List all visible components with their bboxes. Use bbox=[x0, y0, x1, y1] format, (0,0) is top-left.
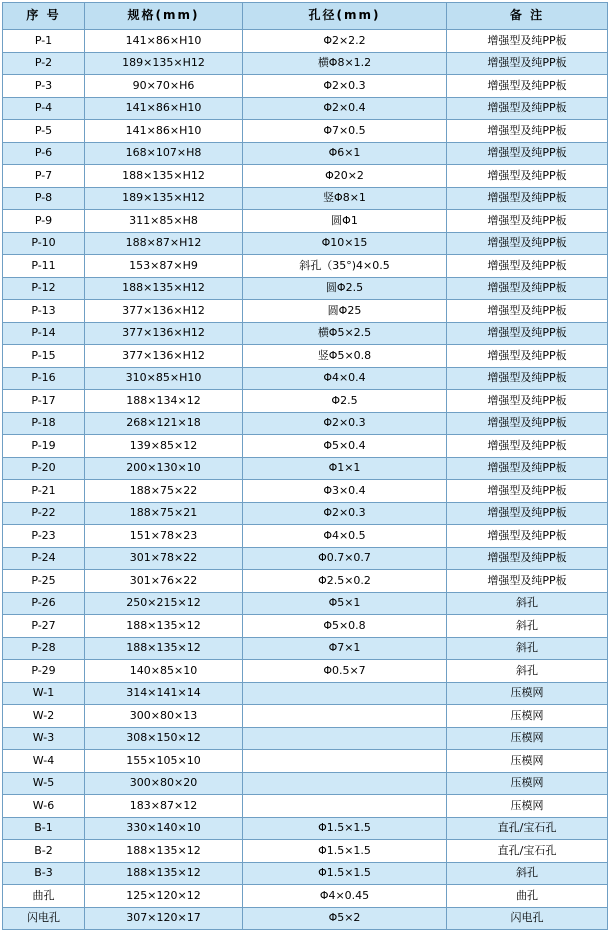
table-body bbox=[3, 30, 608, 930]
column-header-remarks: 备 注 bbox=[447, 3, 608, 30]
table-row bbox=[3, 795, 608, 818]
cell-spec: 141×86×H10 bbox=[85, 97, 243, 120]
cell-spec: 183×87×12 bbox=[85, 795, 243, 818]
cell-hole-diameter: Φ0.7×0.7 bbox=[243, 547, 447, 570]
cell-spec: 188×134×12 bbox=[85, 390, 243, 413]
cell-spec: 188×135×H12 bbox=[85, 277, 243, 300]
cell-index: P-12 bbox=[3, 277, 85, 300]
cell-remarks: 增强型及纯PP板 bbox=[447, 210, 608, 233]
cell-index: P-8 bbox=[3, 187, 85, 210]
cell-spec: 153×87×H9 bbox=[85, 255, 243, 278]
cell-remarks: 增强型及纯PP板 bbox=[447, 435, 608, 458]
cell-index: W-4 bbox=[3, 750, 85, 773]
cell-remarks: 增强型及纯PP板 bbox=[447, 570, 608, 593]
cell-remarks: 斜孔 bbox=[447, 592, 608, 615]
cell-spec: 188×135×12 bbox=[85, 862, 243, 885]
cell-remarks: 增强型及纯PP板 bbox=[447, 480, 608, 503]
cell-remarks: 增强型及纯PP板 bbox=[447, 412, 608, 435]
cell-hole-diameter bbox=[243, 705, 447, 728]
cell-index: 闪电孔 bbox=[3, 907, 85, 930]
cell-index: P-29 bbox=[3, 660, 85, 683]
cell-remarks: 直孔/宝石孔 bbox=[447, 817, 608, 840]
cell-remarks: 斜孔 bbox=[447, 615, 608, 638]
cell-index: P-9 bbox=[3, 210, 85, 233]
cell-index: P-4 bbox=[3, 97, 85, 120]
table-row bbox=[3, 210, 608, 233]
table-row bbox=[3, 727, 608, 750]
cell-remarks: 压模网 bbox=[447, 795, 608, 818]
table-row bbox=[3, 547, 608, 570]
cell-spec: 250×215×12 bbox=[85, 592, 243, 615]
column-header-index: 序 号 bbox=[3, 3, 85, 30]
cell-spec: 151×78×23 bbox=[85, 525, 243, 548]
table-row bbox=[3, 255, 608, 278]
cell-hole-diameter: 斜孔（35°)4×0.5 bbox=[243, 255, 447, 278]
cell-remarks: 增强型及纯PP板 bbox=[447, 75, 608, 98]
cell-spec: 300×80×13 bbox=[85, 705, 243, 728]
cell-index: P-28 bbox=[3, 637, 85, 660]
cell-remarks: 增强型及纯PP板 bbox=[447, 232, 608, 255]
cell-hole-diameter: Φ5×2 bbox=[243, 907, 447, 930]
cell-spec: 200×130×10 bbox=[85, 457, 243, 480]
cell-spec: 301×76×22 bbox=[85, 570, 243, 593]
cell-remarks: 压模网 bbox=[447, 772, 608, 795]
cell-remarks: 增强型及纯PP板 bbox=[447, 120, 608, 143]
cell-hole-diameter: Φ5×0.4 bbox=[243, 435, 447, 458]
cell-index: W-3 bbox=[3, 727, 85, 750]
cell-spec: 189×135×H12 bbox=[85, 187, 243, 210]
cell-spec: 140×85×10 bbox=[85, 660, 243, 683]
table-row bbox=[3, 75, 608, 98]
table-row bbox=[3, 817, 608, 840]
cell-index: B-2 bbox=[3, 840, 85, 863]
cell-hole-diameter: Φ2×0.3 bbox=[243, 502, 447, 525]
table-row bbox=[3, 390, 608, 413]
cell-hole-diameter: 横Φ5×2.5 bbox=[243, 322, 447, 345]
cell-index: P-27 bbox=[3, 615, 85, 638]
cell-hole-diameter: 横Φ8×1.2 bbox=[243, 52, 447, 75]
cell-remarks: 增强型及纯PP板 bbox=[447, 547, 608, 570]
cell-hole-diameter: Φ1×1 bbox=[243, 457, 447, 480]
cell-index: P-21 bbox=[3, 480, 85, 503]
cell-index: P-2 bbox=[3, 52, 85, 75]
cell-hole-diameter: 竖Φ5×0.8 bbox=[243, 345, 447, 368]
table-row bbox=[3, 277, 608, 300]
cell-hole-diameter: Φ1.5×1.5 bbox=[243, 817, 447, 840]
cell-hole-diameter: 圆Φ25 bbox=[243, 300, 447, 323]
table-row bbox=[3, 885, 608, 908]
cell-remarks: 增强型及纯PP板 bbox=[447, 390, 608, 413]
cell-spec: 377×136×H12 bbox=[85, 345, 243, 368]
cell-index: P-15 bbox=[3, 345, 85, 368]
cell-spec: 268×121×18 bbox=[85, 412, 243, 435]
cell-index: W-2 bbox=[3, 705, 85, 728]
cell-hole-diameter: 圆Φ1 bbox=[243, 210, 447, 233]
cell-spec: 308×150×12 bbox=[85, 727, 243, 750]
cell-hole-diameter: Φ5×1 bbox=[243, 592, 447, 615]
cell-remarks: 增强型及纯PP板 bbox=[447, 97, 608, 120]
cell-spec: 155×105×10 bbox=[85, 750, 243, 773]
cell-spec: 90×70×H6 bbox=[85, 75, 243, 98]
cell-hole-diameter: Φ2×0.4 bbox=[243, 97, 447, 120]
cell-index: P-3 bbox=[3, 75, 85, 98]
cell-index: P-18 bbox=[3, 412, 85, 435]
cell-index: P-6 bbox=[3, 142, 85, 165]
table-row bbox=[3, 660, 608, 683]
cell-index: P-26 bbox=[3, 592, 85, 615]
cell-hole-diameter: Φ3×0.4 bbox=[243, 480, 447, 503]
cell-hole-diameter: Φ1.5×1.5 bbox=[243, 840, 447, 863]
cell-hole-diameter bbox=[243, 795, 447, 818]
cell-index: P-22 bbox=[3, 502, 85, 525]
column-header-hole-diameter: 孔径(mm) bbox=[243, 3, 447, 30]
cell-index: P-24 bbox=[3, 547, 85, 570]
cell-remarks: 增强型及纯PP板 bbox=[447, 525, 608, 548]
cell-index: P-13 bbox=[3, 300, 85, 323]
cell-spec: 188×87×H12 bbox=[85, 232, 243, 255]
cell-remarks: 增强型及纯PP板 bbox=[447, 322, 608, 345]
cell-spec: 188×135×12 bbox=[85, 637, 243, 660]
cell-index: P-23 bbox=[3, 525, 85, 548]
cell-remarks: 增强型及纯PP板 bbox=[447, 367, 608, 390]
table-row bbox=[3, 232, 608, 255]
cell-spec: 307×120×17 bbox=[85, 907, 243, 930]
cell-remarks: 增强型及纯PP板 bbox=[447, 52, 608, 75]
cell-spec: 310×85×H10 bbox=[85, 367, 243, 390]
table-row bbox=[3, 345, 608, 368]
cell-hole-diameter: Φ5×0.8 bbox=[243, 615, 447, 638]
cell-remarks: 曲孔 bbox=[447, 885, 608, 908]
table-row bbox=[3, 412, 608, 435]
cell-remarks: 压模网 bbox=[447, 727, 608, 750]
cell-index: B-1 bbox=[3, 817, 85, 840]
cell-hole-diameter: Φ0.5×7 bbox=[243, 660, 447, 683]
cell-index: P-1 bbox=[3, 30, 85, 53]
table-header bbox=[3, 3, 608, 30]
table-row bbox=[3, 187, 608, 210]
table-row bbox=[3, 97, 608, 120]
cell-spec: 301×78×22 bbox=[85, 547, 243, 570]
cell-hole-diameter: Φ2.5×0.2 bbox=[243, 570, 447, 593]
cell-remarks: 增强型及纯PP板 bbox=[447, 277, 608, 300]
cell-hole-diameter: Φ7×0.5 bbox=[243, 120, 447, 143]
table-row bbox=[3, 705, 608, 728]
cell-hole-diameter: Φ7×1 bbox=[243, 637, 447, 660]
cell-remarks: 增强型及纯PP板 bbox=[447, 457, 608, 480]
specification-table bbox=[2, 2, 608, 930]
cell-remarks: 直孔/宝石孔 bbox=[447, 840, 608, 863]
cell-remarks: 增强型及纯PP板 bbox=[447, 255, 608, 278]
cell-remarks: 增强型及纯PP板 bbox=[447, 142, 608, 165]
table-row bbox=[3, 862, 608, 885]
cell-remarks: 增强型及纯PP板 bbox=[447, 187, 608, 210]
cell-spec: 189×135×H12 bbox=[85, 52, 243, 75]
cell-hole-diameter: Φ1.5×1.5 bbox=[243, 862, 447, 885]
cell-remarks: 增强型及纯PP板 bbox=[447, 165, 608, 188]
cell-spec: 314×141×14 bbox=[85, 682, 243, 705]
cell-spec: 188×135×12 bbox=[85, 840, 243, 863]
cell-index: P-25 bbox=[3, 570, 85, 593]
cell-hole-diameter bbox=[243, 727, 447, 750]
table-row bbox=[3, 502, 608, 525]
cell-index: P-11 bbox=[3, 255, 85, 278]
cell-remarks: 斜孔 bbox=[447, 862, 608, 885]
cell-index: P-14 bbox=[3, 322, 85, 345]
table-header-row bbox=[3, 3, 608, 30]
table-row bbox=[3, 30, 608, 53]
cell-remarks: 增强型及纯PP板 bbox=[447, 345, 608, 368]
cell-spec: 168×107×H8 bbox=[85, 142, 243, 165]
cell-index: P-7 bbox=[3, 165, 85, 188]
table-row bbox=[3, 435, 608, 458]
cell-hole-diameter: Φ2×2.2 bbox=[243, 30, 447, 53]
table-row bbox=[3, 165, 608, 188]
cell-remarks: 压模网 bbox=[447, 750, 608, 773]
table-row bbox=[3, 750, 608, 773]
cell-spec: 188×135×H12 bbox=[85, 165, 243, 188]
table-row bbox=[3, 907, 608, 930]
table-row bbox=[3, 120, 608, 143]
cell-remarks: 斜孔 bbox=[447, 660, 608, 683]
cell-hole-diameter bbox=[243, 750, 447, 773]
cell-hole-diameter: Φ20×2 bbox=[243, 165, 447, 188]
cell-index: P-20 bbox=[3, 457, 85, 480]
cell-hole-diameter: Φ4×0.5 bbox=[243, 525, 447, 548]
table-row bbox=[3, 840, 608, 863]
cell-spec: 330×140×10 bbox=[85, 817, 243, 840]
cell-spec: 141×86×H10 bbox=[85, 30, 243, 53]
table-row bbox=[3, 457, 608, 480]
cell-spec: 139×85×12 bbox=[85, 435, 243, 458]
cell-hole-diameter bbox=[243, 682, 447, 705]
table-row bbox=[3, 142, 608, 165]
table-row bbox=[3, 570, 608, 593]
cell-spec: 188×135×12 bbox=[85, 615, 243, 638]
cell-index: P-17 bbox=[3, 390, 85, 413]
cell-remarks: 压模网 bbox=[447, 682, 608, 705]
column-header-spec: 规格(mm) bbox=[85, 3, 243, 30]
cell-spec: 300×80×20 bbox=[85, 772, 243, 795]
cell-hole-diameter: Φ2×0.3 bbox=[243, 412, 447, 435]
cell-spec: 377×136×H12 bbox=[85, 300, 243, 323]
cell-hole-diameter: Φ4×0.45 bbox=[243, 885, 447, 908]
cell-hole-diameter bbox=[243, 772, 447, 795]
table-row bbox=[3, 637, 608, 660]
cell-index: P-10 bbox=[3, 232, 85, 255]
cell-index: W-5 bbox=[3, 772, 85, 795]
table-row bbox=[3, 322, 608, 345]
cell-index: W-1 bbox=[3, 682, 85, 705]
cell-remarks: 增强型及纯PP板 bbox=[447, 30, 608, 53]
table-row bbox=[3, 615, 608, 638]
table-row bbox=[3, 592, 608, 615]
cell-index: B-3 bbox=[3, 862, 85, 885]
cell-spec: 377×136×H12 bbox=[85, 322, 243, 345]
cell-spec: 188×75×21 bbox=[85, 502, 243, 525]
cell-remarks: 增强型及纯PP板 bbox=[447, 502, 608, 525]
cell-index: P-16 bbox=[3, 367, 85, 390]
cell-remarks: 压模网 bbox=[447, 705, 608, 728]
cell-remarks: 斜孔 bbox=[447, 637, 608, 660]
cell-spec: 125×120×12 bbox=[85, 885, 243, 908]
cell-hole-diameter: Φ2×0.3 bbox=[243, 75, 447, 98]
cell-hole-diameter: 竖Φ8×1 bbox=[243, 187, 447, 210]
cell-hole-diameter: Φ4×0.4 bbox=[243, 367, 447, 390]
cell-remarks: 闪电孔 bbox=[447, 907, 608, 930]
cell-spec: 141×86×H10 bbox=[85, 120, 243, 143]
cell-index: P-5 bbox=[3, 120, 85, 143]
cell-hole-diameter: Φ6×1 bbox=[243, 142, 447, 165]
cell-hole-diameter: 圆Φ2.5 bbox=[243, 277, 447, 300]
table-row bbox=[3, 682, 608, 705]
table-row bbox=[3, 367, 608, 390]
cell-hole-diameter: Φ2.5 bbox=[243, 390, 447, 413]
cell-index: P-19 bbox=[3, 435, 85, 458]
cell-index: W-6 bbox=[3, 795, 85, 818]
cell-hole-diameter: Φ10×15 bbox=[243, 232, 447, 255]
table-row bbox=[3, 480, 608, 503]
cell-spec: 311×85×H8 bbox=[85, 210, 243, 233]
table-row bbox=[3, 772, 608, 795]
cell-remarks: 增强型及纯PP板 bbox=[447, 300, 608, 323]
cell-index: 曲孔 bbox=[3, 885, 85, 908]
table-row bbox=[3, 52, 608, 75]
table-row bbox=[3, 300, 608, 323]
cell-spec: 188×75×22 bbox=[85, 480, 243, 503]
table-row bbox=[3, 525, 608, 548]
